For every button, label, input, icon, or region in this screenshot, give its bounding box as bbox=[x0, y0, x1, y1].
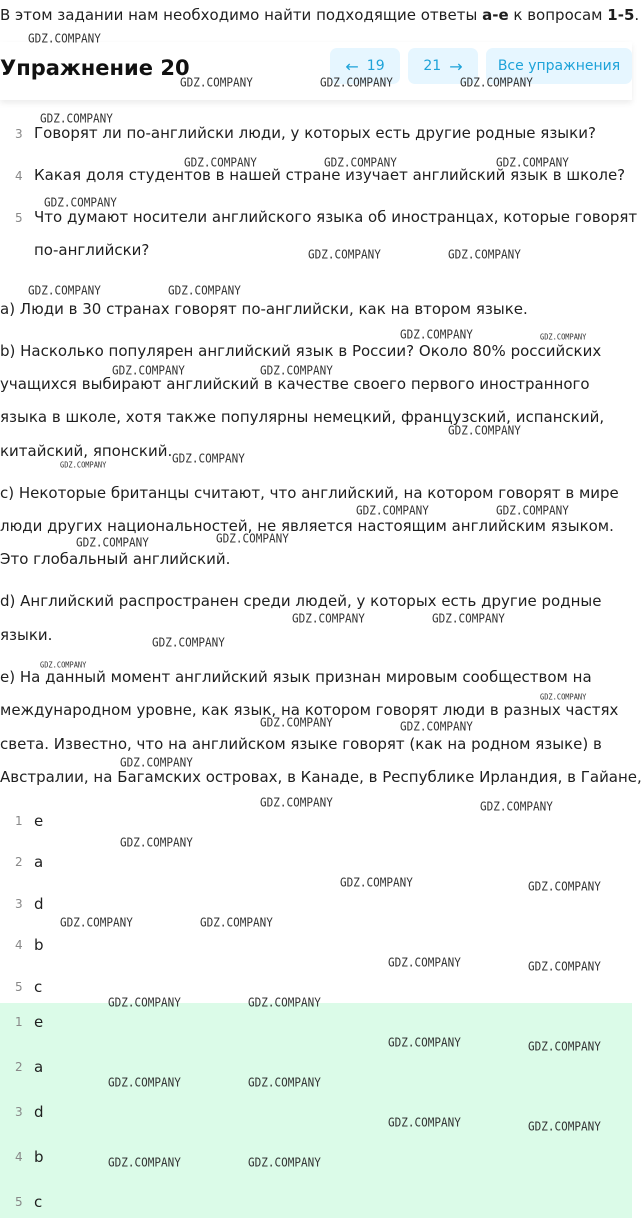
watermark: GDZ.COMPANY bbox=[448, 247, 521, 262]
watermark: GDZ.COMPANY bbox=[528, 1119, 601, 1134]
watermark: GDZ.COMPANY bbox=[260, 795, 333, 810]
watermark: GDZ.COMPANY bbox=[184, 155, 257, 170]
watermark: GDZ.COMPANY bbox=[260, 363, 333, 378]
watermark: GDZ.COMPANY bbox=[76, 535, 149, 550]
watermark: GDZ.COMPANY bbox=[112, 363, 185, 378]
watermark: GDZ.COMPANY bbox=[460, 75, 533, 90]
answer-paragraph-b: b) Насколько популярен английский язык в России? Около 80% российских bbox=[0, 342, 602, 360]
watermark: GDZ.COMPANY bbox=[480, 799, 553, 814]
watermark: GDZ.COMPANY bbox=[388, 1115, 461, 1130]
watermark: GDZ.COMPANY bbox=[168, 283, 241, 298]
answer-row-highlighted: 2 a bbox=[15, 1058, 44, 1076]
answer-paragraph-b: языка в школе, хотя также популярны немецкий, французский, испанский, bbox=[0, 408, 605, 426]
answer-paragraph-c: c) Некоторые британцы считают, что английский, на котором говорят в мире bbox=[0, 484, 619, 502]
watermark: GDZ.COMPANY bbox=[40, 111, 113, 126]
watermark: GDZ.COMPANY bbox=[216, 531, 289, 546]
watermark: GDZ.COMPANY bbox=[28, 283, 101, 298]
watermark: GDZ.COMPANY bbox=[356, 503, 429, 518]
answer-row-highlighted: 4 b bbox=[15, 1148, 44, 1166]
watermark: GDZ.COMPANY bbox=[260, 715, 333, 730]
watermark: GDZ.COMPANY bbox=[400, 327, 473, 342]
answer-row: 3 d bbox=[15, 895, 44, 913]
watermark: GDZ.COMPANY bbox=[40, 660, 87, 670]
watermark: GDZ.COMPANY bbox=[320, 75, 393, 90]
answer-paragraph-c: Это глобальный английский. bbox=[0, 550, 231, 568]
prev-exercise-label: 19 bbox=[366, 58, 385, 74]
watermark: GDZ.COMPANY bbox=[180, 75, 253, 90]
watermark: GDZ.COMPANY bbox=[496, 503, 569, 518]
answer-paragraph-b: китайский, японский. bbox=[0, 442, 173, 460]
watermark: GDZ.COMPANY bbox=[108, 1155, 181, 1170]
answer-row: 5 c bbox=[15, 978, 43, 996]
all-exercises-label: Все упражнения bbox=[497, 58, 621, 74]
answer-row: 1 e bbox=[15, 812, 44, 830]
answer-paragraph-a: a) Люди в 30 странах говорят по-английски, как на втором языке. bbox=[0, 300, 528, 318]
watermark: GDZ.COMPANY bbox=[44, 195, 117, 210]
watermark: GDZ.COMPANY bbox=[172, 451, 245, 466]
watermark: GDZ.COMPANY bbox=[120, 835, 193, 850]
watermark: GDZ.COMPANY bbox=[528, 1039, 601, 1054]
watermark: GDZ.COMPANY bbox=[340, 875, 413, 890]
watermark: GDZ.COMPANY bbox=[152, 635, 225, 650]
watermark: GDZ.COMPANY bbox=[496, 155, 569, 170]
next-exercise-label: 21 bbox=[423, 58, 442, 74]
answer-paragraph-c: люди других национальностей, не является настоящим английским языком. bbox=[0, 517, 614, 535]
watermark: GDZ.COMPANY bbox=[60, 460, 107, 470]
answer-row-highlighted: 1 e bbox=[15, 1013, 44, 1031]
watermark: GDZ.COMPANY bbox=[108, 1075, 181, 1090]
answer-row: 2 a bbox=[15, 853, 44, 871]
watermark: GDZ.COMPANY bbox=[540, 332, 587, 342]
answer-paragraph-e: e) На данный момент английский язык признан мировым сообществом на bbox=[0, 668, 592, 686]
watermark: GDZ.COMPANY bbox=[528, 959, 601, 974]
watermark: GDZ.COMPANY bbox=[200, 915, 273, 930]
arrow-right-icon: → bbox=[449, 56, 463, 76]
watermark: GDZ.COMPANY bbox=[248, 995, 321, 1010]
answer-row: 4 b bbox=[15, 936, 44, 954]
arrow-left-icon: ← bbox=[345, 56, 359, 76]
watermark: GDZ.COMPANY bbox=[540, 692, 587, 702]
answer-paragraph-b: учащихся выбирают английский в качестве своего первого иностранного bbox=[0, 375, 590, 393]
watermark: GDZ.COMPANY bbox=[108, 995, 181, 1010]
answer-paragraph-e: света. Известно, что на английском языке говорят (как на родном языке) в bbox=[0, 735, 602, 753]
watermark: GDZ.COMPANY bbox=[120, 755, 193, 770]
watermark: GDZ.COMPANY bbox=[388, 955, 461, 970]
watermark: GDZ.COMPANY bbox=[248, 1075, 321, 1090]
page-title: Упражнение 20 bbox=[0, 56, 190, 80]
watermark: GDZ.COMPANY bbox=[388, 1035, 461, 1050]
watermark: GDZ.COMPANY bbox=[292, 611, 365, 626]
answer-row-highlighted: 5 c bbox=[15, 1193, 43, 1211]
watermark: GDZ.COMPANY bbox=[60, 915, 133, 930]
watermark: GDZ.COMPANY bbox=[448, 423, 521, 438]
answer-paragraph-e: международном уровне, как язык, на котором говорят люди в разных частях bbox=[0, 701, 619, 719]
watermark: GDZ.COMPANY bbox=[308, 247, 381, 262]
answer-row-highlighted: 3 d bbox=[15, 1103, 44, 1121]
watermark: GDZ.COMPANY bbox=[400, 719, 473, 734]
watermark: GDZ.COMPANY bbox=[28, 31, 101, 46]
watermark: GDZ.COMPANY bbox=[248, 1155, 321, 1170]
watermark: GDZ.COMPANY bbox=[324, 155, 397, 170]
answer-paragraph-d: языки. bbox=[0, 626, 53, 644]
answer-paragraph-d: d) Английский распространен среди людей, у которых есть другие родные bbox=[0, 592, 602, 610]
watermark: GDZ.COMPANY bbox=[528, 879, 601, 894]
intro-text: В этом задании нам необходимо найти подходящие ответы a-e к вопросам 1-5. bbox=[0, 6, 640, 24]
watermark: GDZ.COMPANY bbox=[432, 611, 505, 626]
answer-paragraph-e: Австралии, на Багамских островах, в Канаде, в Республике Ирландия, в Гайане, bbox=[0, 768, 642, 786]
